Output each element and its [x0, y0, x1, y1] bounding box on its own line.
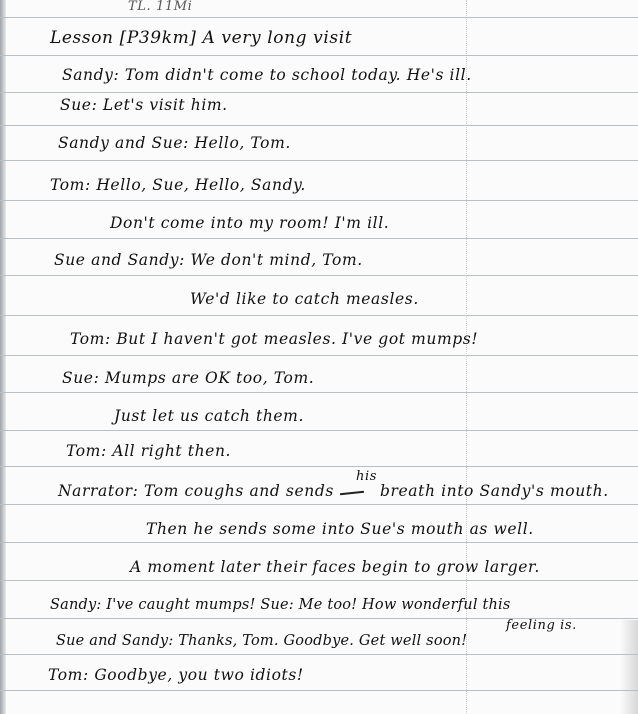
dialogue-line: A moment later their faces begin to grow larger. — [130, 558, 540, 576]
dialogue-line: Narrator: Tom coughs and sends — [58, 482, 334, 500]
insertion-feeling-is: feeling is. — [506, 618, 577, 633]
insertion-his: his — [356, 469, 378, 484]
dialogue-line: Sue and Sandy: We don't mind, Tom. — [54, 251, 363, 269]
page-edge-shadow — [0, 0, 6, 714]
ruled-line — [0, 542, 638, 543]
page-curl — [620, 620, 638, 714]
dialogue-line: Sue and Sandy: Thanks, Tom. Goodbye. Get well soon! — [56, 633, 468, 649]
ruled-line — [0, 92, 638, 93]
top-fragment: TL. 11Mi — [128, 0, 193, 14]
ruled-line — [0, 580, 638, 581]
dialogue-line: Tom: Goodbye, you two idiots! — [48, 666, 304, 684]
ruled-line — [0, 355, 638, 356]
dialogue-line: Tom: But I haven't got measles. I've got mumps! — [70, 330, 479, 348]
ruled-line — [0, 315, 638, 316]
dialogue-line: Don't come into my room! I'm ill. — [110, 214, 390, 232]
dialogue-line: Just let us catch them. — [114, 407, 305, 425]
dialogue-line: Sandy: Tom didn't come to school today. He's ill. — [62, 66, 472, 84]
dialogue-line: Then he sends some into Sue's mouth as well. — [146, 520, 534, 538]
ruled-line — [0, 466, 638, 467]
ruled-line — [0, 392, 638, 393]
ruled-line — [0, 504, 638, 505]
ruled-line — [0, 200, 638, 201]
ruled-line — [0, 654, 638, 655]
dialogue-line: Tom: All right then. — [66, 442, 232, 460]
dialogue-line: breath into Sandy's mouth. — [380, 482, 609, 500]
ruled-line — [0, 430, 638, 431]
dialogue-line: Sandy and Sue: Hello, Tom. — [58, 134, 291, 152]
ruled-line — [0, 275, 638, 276]
ruled-line — [0, 17, 638, 18]
ruled-line — [0, 160, 638, 161]
ruled-line — [0, 55, 638, 56]
dialogue-line: We'd like to catch measles. — [190, 290, 419, 308]
dialogue-line: Sue: Let's visit him. — [60, 96, 228, 114]
crossed-out-word — [340, 491, 364, 495]
ruled-line — [0, 125, 638, 126]
dialogue-line: Tom: Hello, Sue, Hello, Sandy. — [50, 176, 306, 194]
ruled-line — [0, 238, 638, 239]
dialogue-line: Sandy: I've caught mumps! Sue: Me too! How wonderful this — [50, 597, 511, 613]
lesson-title: Lesson [P39km] A very long visit — [50, 28, 353, 48]
dialogue-line: Sue: Mumps are OK too, Tom. — [62, 369, 315, 387]
ruled-line — [0, 690, 638, 691]
